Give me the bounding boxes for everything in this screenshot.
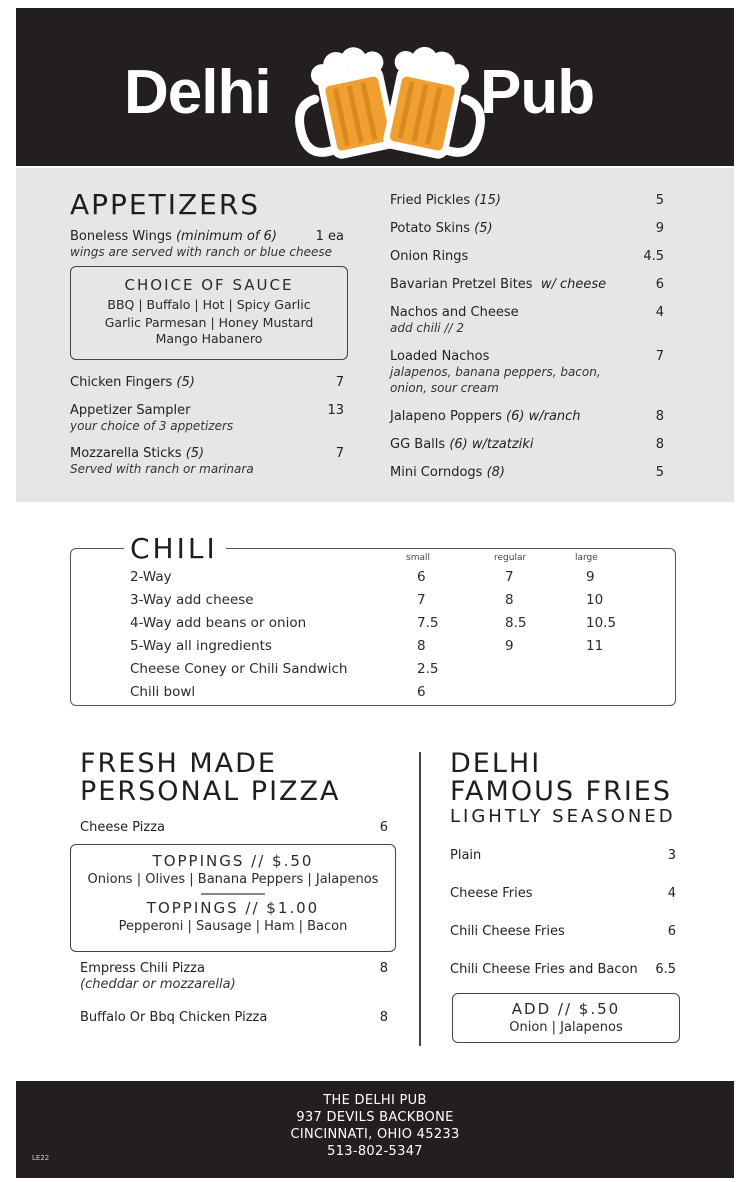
chili-item-name: 3-Way add cheese [130,592,254,608]
column-header-large: large [575,553,598,563]
footer-phone: 513-802-5347 [327,1144,423,1159]
chili-price-large: 9 [586,569,595,585]
item-price: 1 ea [315,229,344,244]
divider [201,893,265,895]
menu-item [390,437,533,452]
item-qty: (5) [185,446,205,461]
menu-item [70,446,204,461]
item-price: 7 [335,446,344,461]
item-name: Chicken Fingers [70,375,173,390]
chili-price-regular: 8.5 [505,615,527,631]
chili-item-name: 5-Way all ingredients [130,638,272,654]
menu-code: LE22 [32,1154,50,1162]
toppings-list: Onions | Olives | Banana Peppers | Jalapenos [87,872,379,887]
item-qty: (6) w/ranch [506,409,581,424]
item-price: 8 [655,409,664,424]
item-name: Loaded Nachos [390,349,490,364]
menu-item [390,349,489,364]
item-price: 8 [379,1010,388,1025]
pizza-title-line: FRESH MADE [80,748,277,779]
item-name: Appetizer Sampler [70,403,191,418]
chili-price-regular: 8 [505,592,514,608]
toppings-list: Pepperoni | Sausage | Ham | Bacon [118,918,348,934]
fries-add-box [452,993,680,1043]
fries-title-line: FAMOUS FRIES [450,775,673,807]
item-price: 13 [327,403,344,418]
item-name: Fried Pickles [390,193,471,208]
item-note: jalapenos, banana peppers, bacon, [390,365,601,379]
menu-item [70,403,191,418]
item-note: onion, sour cream [390,381,499,395]
chili-price-small: 6 [417,569,426,585]
menu-item-chicken-pizza: Buffalo Or Bbq Chicken Pizza [80,1010,268,1025]
beer-mugs-icon [290,30,490,160]
toppings-box [70,844,396,952]
fries-subtitle: LIGHTLY SEASONED [450,806,676,827]
item-name: Mini Corndogs [390,465,483,480]
item-name: Potato Skins [390,221,470,236]
menu-item [390,305,519,320]
item-name: Jalapeno Poppers [390,409,502,424]
item-note: Served with ranch or marinara [70,462,254,476]
footer-street: 937 DEVILS BACKBONE [296,1110,454,1125]
item-qty: (8) [486,465,505,480]
item-name: GG Balls [390,437,446,452]
chili-price-large: 10.5 [586,615,617,631]
menu-item-fries: Plain [450,848,482,863]
menu-item [390,193,501,208]
chili-item-name: Cheese Coney or Chili Sandwich [130,661,348,677]
menu-item [390,277,606,292]
item-note: (cheddar or mozzarella) [80,977,236,992]
item-price: 5 [655,465,664,480]
footer-city: CINCINNATI, OHIO 45233 [290,1127,460,1142]
item-price: 6 [655,277,664,292]
item-qty: (5) [474,221,493,236]
item-price: 3 [667,848,676,863]
column-header-regular: regular [494,553,527,563]
pizza-title-line: PERSONAL PIZZA [80,775,341,807]
item-note: add chili // 2 [390,321,464,335]
item-qty: (minimum of 6) [175,229,277,244]
logo-word-delhi: Delhi [124,58,271,127]
menu-item-empress-pizza: Empress Chili Pizza [80,961,205,976]
chili-title: CHILI [124,532,226,565]
fries-title [450,750,672,805]
fries-title-line: DELHI [450,748,542,779]
sauce-line: BBQ | Buffalo | Hot | Spicy Garlic [107,297,311,312]
appetizers-section [16,168,734,502]
chili-price-large: 10 [586,592,604,608]
menu-item-boneless-wings [70,229,277,244]
add-title: ADD // $.50 [511,1000,621,1018]
item-qty: w/ cheese [540,277,607,292]
menu-item-fries: Chili Cheese Fries and Bacon [450,962,638,977]
sauce-line: Garlic Parmesan | Honey Mustard [104,315,314,330]
sauce-choice-box [70,266,348,360]
item-qty: (5) [176,375,195,390]
chili-price-small: 7.5 [417,615,439,631]
item-name: Mozzarella Sticks [70,446,182,461]
appetizers-title: APPETIZERS [70,188,261,221]
item-note: your choice of 3 appetizers [70,419,234,433]
item-price: 6 [667,924,676,939]
menu-item [390,249,468,264]
item-price: 6 [379,820,388,835]
item-price: 8 [655,437,664,452]
item-qty: (6) w/tzatziki [449,437,534,452]
chili-item-name: Chili bowl [130,684,196,700]
item-price: 4 [667,886,676,901]
item-price: 6.5 [655,962,676,977]
chili-price-regular: 9 [505,638,514,654]
column-divider [419,752,421,1046]
menu-item-cheese-pizza: Cheese Pizza [80,820,165,835]
menu-item-fries: Chili Cheese Fries [450,924,565,939]
item-note: wings are served with ranch or blue cheese [70,245,333,259]
chili-price-regular: 7 [505,569,514,585]
chili-price-small: 8 [417,638,426,654]
chili-item-name: 2-Way [130,569,172,585]
footer-business-name: THE DELHI PUB [323,1093,427,1108]
menu-item-fries: Cheese Fries [450,886,533,901]
toppings-title: TOPPINGS // $.50 [152,852,314,870]
chili-item-name: 4-Way add beans or onion [130,615,307,631]
column-header-small: small [406,553,430,563]
menu-item [70,375,195,390]
pizza-title [80,750,341,805]
item-price: 7 [335,375,344,390]
item-name: Nachos and Cheese [390,305,519,320]
item-qty: (15) [474,193,501,208]
item-price: 5 [655,193,664,208]
chili-price-small: 6 [417,684,426,700]
item-name: Bavarian Pretzel Bites [390,277,533,292]
logo-word-pub: Pub [480,58,595,127]
menu-item [390,221,493,236]
sauce-line: Mango Habanero [155,331,263,346]
item-price: 8 [379,961,388,976]
item-price: 4.5 [643,249,664,264]
chili-price-small: 7 [417,592,426,608]
item-price: 7 [655,349,664,364]
item-name: Onion Rings [390,249,469,264]
menu-item [390,465,505,480]
item-price: 4 [655,305,664,320]
chili-price-small: 2.5 [417,661,439,677]
sauce-title: CHOICE OF SAUCE [124,276,294,294]
add-list: Onion | Jalapenos [509,1020,623,1035]
item-name: Boneless Wings [70,229,172,244]
menu-item [390,409,581,424]
toppings-title: TOPPINGS // $1.00 [146,898,320,917]
menu-footer [16,1081,734,1178]
chili-price-large: 11 [586,638,604,654]
item-price: 9 [655,221,664,236]
